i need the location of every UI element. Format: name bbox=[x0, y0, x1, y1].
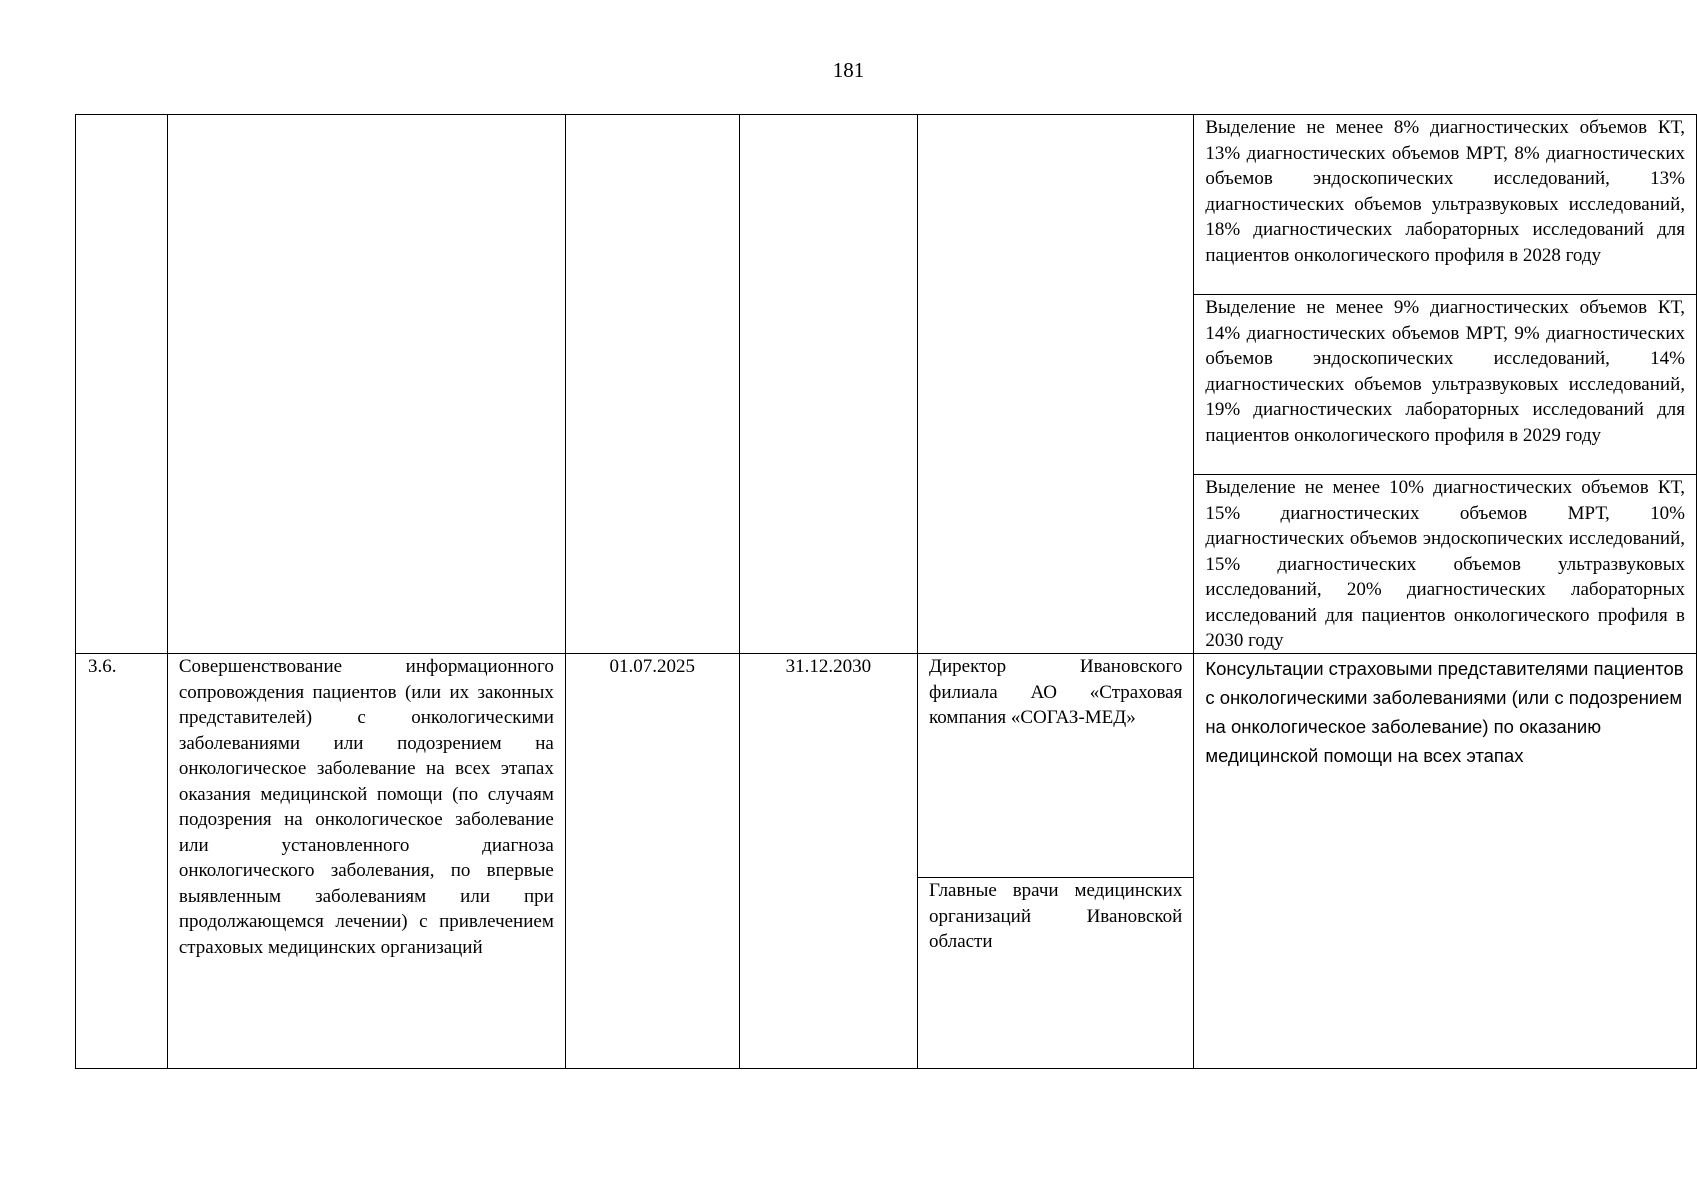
end-date: 31.12.2030 bbox=[739, 654, 917, 1069]
start-date: 01.07.2025 bbox=[565, 654, 739, 1069]
result-cell bbox=[1194, 654, 1697, 1069]
responsible-chief-doctors: Главные врачи медицинских организаций Ивановской области bbox=[929, 880, 1183, 952]
table-row bbox=[76, 115, 1697, 295]
row-number: 3.6. bbox=[76, 654, 168, 1069]
responsible-cell-empty bbox=[918, 115, 1194, 654]
page-number: 181 bbox=[832, 58, 865, 82]
number-cell-empty bbox=[76, 115, 168, 654]
result-consultations: Консультации страховыми представителями пациентов с онкологическими заболеваниями (или с подозрением на онкологическое заболевание) по оказанию медицинской помощи на всех этапах bbox=[1205, 658, 1684, 766]
result-cell bbox=[1194, 475, 1697, 654]
result-text-2029: Выделение не менее 9% диагностических объемов КТ, 14% диагностических объемов МРТ, 9% диагностических объемов эндоскопических исследований, 14% диагностических объемов ультразвуковых исследований, 19% диагностических лабораторных исследований для пациентов онкологического профиля в 2029 году bbox=[1205, 297, 1685, 446]
responsible-cell bbox=[918, 654, 1194, 878]
table-row bbox=[76, 654, 1697, 878]
responsible-director: Директор Ивановского филиала АО «Страховая компания «СОГАЗ-МЕД» bbox=[929, 656, 1183, 728]
end-date-cell-empty bbox=[739, 115, 917, 654]
start-date-cell-empty bbox=[565, 115, 739, 654]
result-text-2030: Выделение не менее 10% диагностических объемов КТ, 15% диагностических объемов МРТ, 10% диагностических объемов эндоскопических исследований, 15% диагностических объемов ультразвуковых исследований, 20% диагностических лабораторных исследований для пациентов онкологического профиля в 2030 году bbox=[1205, 477, 1685, 651]
measure-title: Совершенствование информационного сопровождения пациентов (или их законных представителей) с онкологическими заболеваниями или подозрением на онкологическое заболевание на всех этапах оказания медицинской помощи (по случаям подозрения на онкологическое заболевание или установленного диагноза онкологического заболевания, по впервые выявленным заболеваниям или при продолжающемся лечении) с привлечением страховых медицинских организаций bbox=[167, 654, 565, 1069]
title-cell-empty bbox=[167, 115, 565, 654]
responsible-cell bbox=[918, 878, 1194, 1069]
result-cell bbox=[1194, 295, 1697, 475]
measures-table bbox=[75, 114, 1697, 1069]
result-cell bbox=[1194, 115, 1697, 295]
result-text-2028: Выделение не менее 8% диагностических объемов КТ, 13% диагностических объемов МРТ, 8% диагностических объемов эндоскопических исследований, 13% диагностических объемов ультразвуковых исследований, 18% диагностических лабораторных исследований для пациентов онкологического профиля в 2028 году bbox=[1205, 117, 1685, 266]
